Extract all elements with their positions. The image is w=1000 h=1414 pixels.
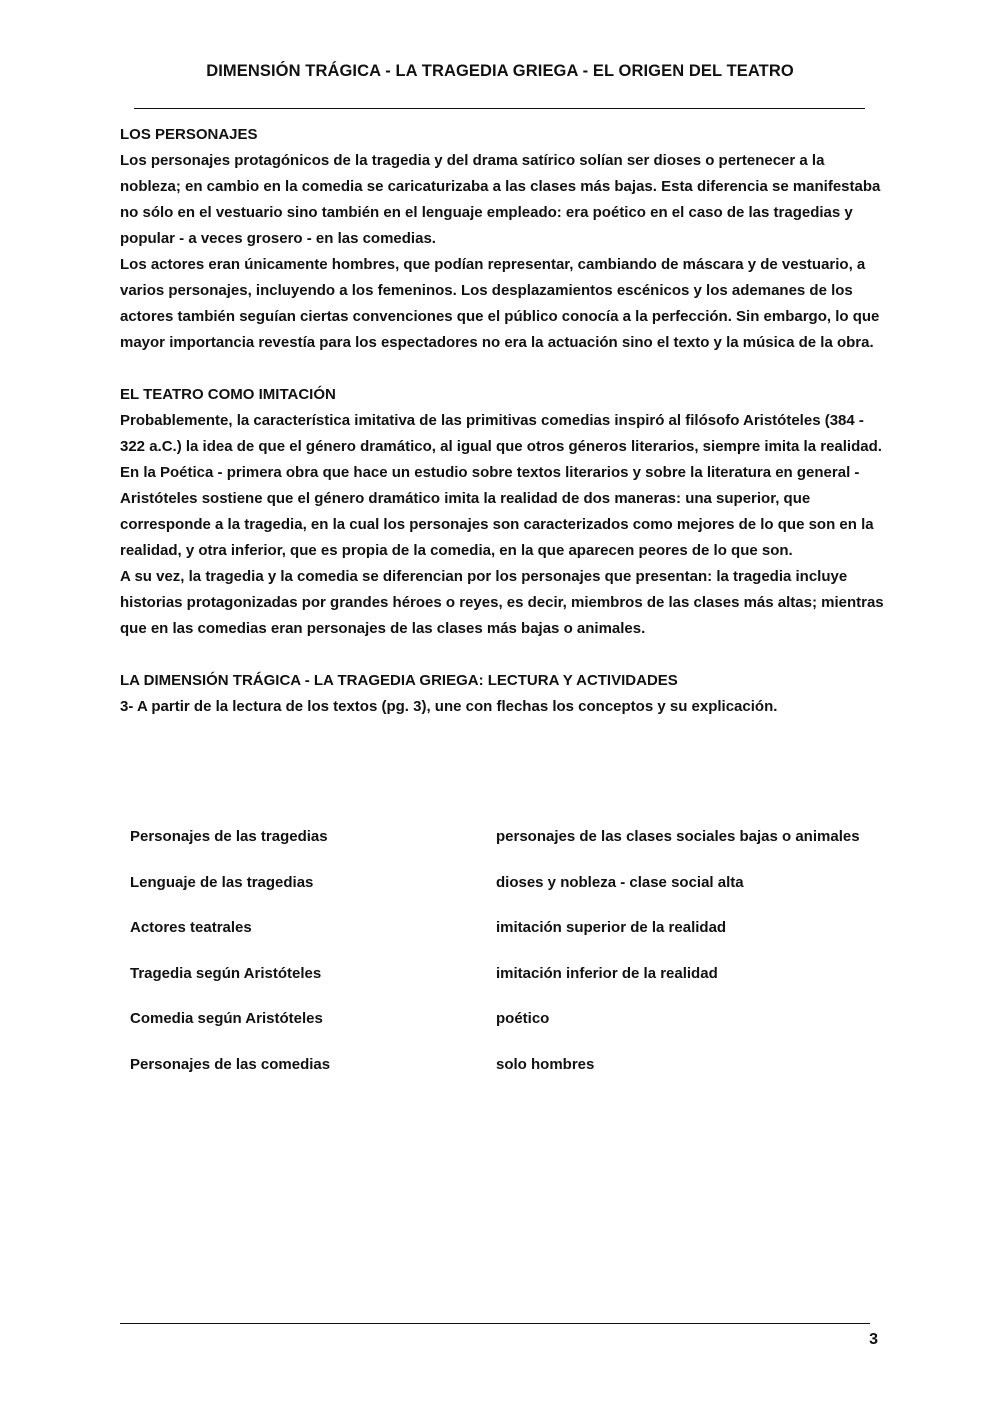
concept-item[interactable]: Tragedia según Aristóteles [130, 964, 322, 982]
match-row [130, 919, 890, 965]
explanation-item[interactable]: personajes de las clases sociales bajas o animales [496, 828, 860, 845]
section-heading-personajes: LOS PERSONAJES [120, 126, 258, 143]
matching-exercise [130, 828, 890, 1101]
match-row [130, 965, 890, 1011]
section-actividades [120, 668, 888, 720]
section-heading-actividades: LA DIMENSIÓN TRÁGICA - LA TRAGEDIA GRIEGA: LECTURA Y ACTIVIDADES [120, 672, 678, 689]
match-row [130, 828, 890, 874]
explanation-item[interactable]: dioses y nobleza - clase social alta [496, 873, 744, 891]
activity-instruction: 3- A partir de la lectura de los textos (pg. 3), une con flechas los conceptos y su explicación. [120, 698, 778, 715]
page-number: 3 [869, 1331, 878, 1348]
section-personajes [120, 122, 888, 356]
section-imitacion [120, 382, 888, 642]
match-row [130, 874, 890, 920]
title-underline [134, 108, 865, 109]
match-row [130, 1010, 890, 1056]
document-body [120, 122, 888, 746]
explanation-item[interactable]: poético [496, 1010, 550, 1027]
explanation-item[interactable]: imitación inferior de la realidad [496, 964, 718, 982]
paragraph: En la Poética - primera obra que hace un estudio sobre textos literarios y sobre la literatura en general - Aristóteles sostiene que el género dramático imita la realidad de dos maneras: una superior, que corresponde a la tragedia, en la cual los personajes son caracterizados como mejores de lo que son en la realidad, y otra inferior, que es propia de la comedia, en la que aparecen peores de lo que son. [120, 464, 874, 559]
concept-item[interactable]: Lenguaje de las tragedias [130, 873, 314, 891]
paragraph: Los personajes protagónicos de la tragedia y del drama satírico solían ser dioses o pertenecer a la nobleza; en cambio en la comedia se caricaturizaba a las clases más bajas. Esta diferencia se manifestaba no sólo en el vestuario sino también en el lenguaje empleado: era poético en el caso de las tragedias y popular - a veces grosero - en las comedias. [120, 152, 881, 247]
match-row [130, 1056, 890, 1102]
page-title: DIMENSIÓN TRÁGICA - LA TRAGEDIA GRIEGA - EL ORIGEN DEL TEATRO [206, 62, 794, 80]
concept-item[interactable]: Personajes de las tragedias [130, 828, 328, 845]
concept-item[interactable]: Actores teatrales [130, 919, 252, 936]
paragraph: A su vez, la tragedia y la comedia se diferencian por los personajes que presentan: la tragedia incluye historias protagonizadas por grandes héroes o reyes, es decir, miembros de las clases más altas; mientras que en las comedias eran personajes de las clases más bajas o animales. [120, 568, 884, 637]
section-heading-imitacion: EL TEATRO COMO IMITACIÓN [120, 386, 336, 403]
paragraph: Los actores eran únicamente hombres, que podían representar, cambiando de máscara y de vestuario, a varios personajes, incluyendo a los femeninos. Los desplazamientos escénicos y los ademanes de los actores también seguían ciertas convenciones que el público conocía a la perfección. Sin embargo, lo que mayor importancia revestía para los espectadores no era la actuación sino el texto y la música de la obra. [120, 256, 880, 351]
concept-item[interactable]: Comedia según Aristóteles [130, 1010, 323, 1027]
explanation-item[interactable]: solo hombres [496, 1055, 595, 1073]
explanation-item[interactable]: imitación superior de la realidad [496, 919, 727, 936]
concept-item[interactable]: Personajes de las comedias [130, 1055, 331, 1073]
footer-rule [120, 1323, 870, 1324]
paragraph: Probablemente, la característica imitativa de las primitivas comedias inspiró al filósofo Aristóteles (384 - 322 a.C.) la idea de que el género dramático, al igual que otros géneros literarios, siempre imita la realidad. [120, 412, 882, 455]
